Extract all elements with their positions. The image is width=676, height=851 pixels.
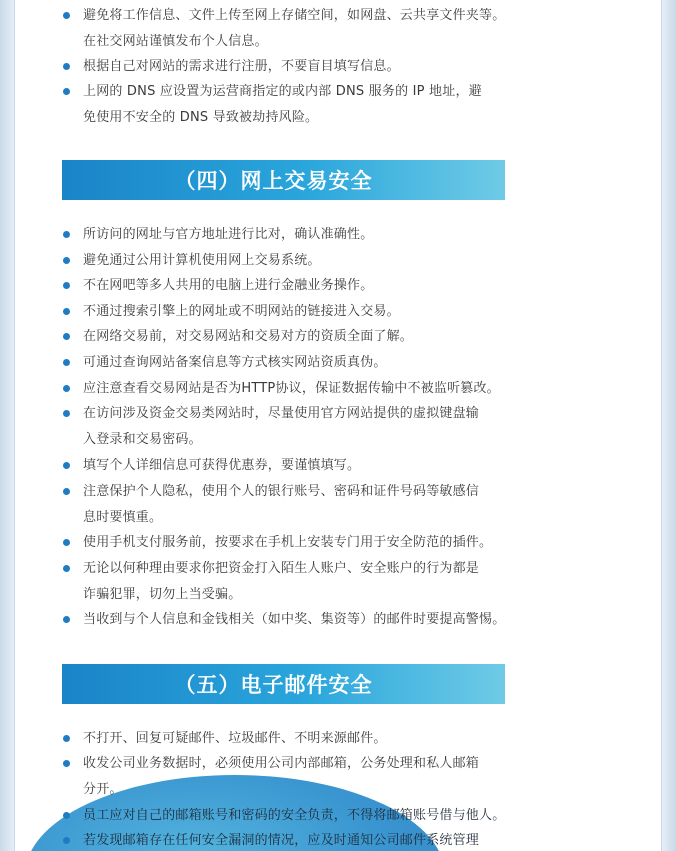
bullet-icon (63, 410, 70, 417)
list-item (83, 248, 507, 274)
item-line: 员工应对自己的邮箱账号和密码的安全负责，不得将邮箱账号借与他人。 (83, 808, 506, 823)
item-line: 若发现邮箱存在任何安全漏洞的情况，应及时通知公司邮件系统管理 (83, 833, 480, 848)
right-frame (661, 0, 676, 851)
list-item (83, 3, 507, 54)
list-item (83, 726, 507, 752)
list-item (83, 828, 507, 851)
list-item (83, 299, 507, 325)
item-line: 入登录和交易密码。 (83, 431, 202, 447)
bullet-icon (63, 462, 70, 469)
bullet-icon (63, 308, 70, 315)
section-heading-banner (62, 664, 505, 704)
document-sheet (15, 0, 661, 851)
bullet-icon (63, 385, 70, 392)
bullet-icon (63, 760, 70, 767)
section-heading: （五）电子邮件安全 (174, 673, 373, 697)
item-line: 在社交网站谨慎发布个人信息。 (83, 33, 268, 49)
bullet-icon (63, 812, 70, 819)
item-line: 不通过搜索引擎上的网址或不明网站的链接进入交易。 (83, 304, 400, 319)
item-line: 诈骗犯罪，切勿上当受骗。 (83, 586, 242, 602)
item-line: 无论以何种理由要求你把资金打入陌生人账户、安全账户的行为都是 (83, 561, 480, 576)
item-line: 所访问的网址与官方地址进行比对，确认准确性。 (83, 227, 374, 242)
list-item (83, 376, 507, 402)
bullet-icon (63, 282, 70, 289)
bullet-icon (63, 616, 70, 623)
item-line: 避免将工作信息、文件上传至网上存储空间，如网盘、云共享文件夹等。 (83, 8, 506, 23)
section-heading-banner (62, 160, 505, 200)
list-item (83, 453, 507, 479)
list-item (83, 324, 507, 350)
list-item (83, 556, 507, 607)
list-item (83, 273, 507, 299)
list-item (83, 79, 507, 130)
bullet-icon (63, 333, 70, 340)
item-line: 使用手机支付服务前，按要求在手机上安装专门用于安全防范的插件。 (83, 535, 493, 550)
list-item (83, 530, 507, 556)
bullet-icon (63, 735, 70, 742)
bullet-icon (63, 12, 70, 19)
item-line: 在网络交易前，对交易网站和交易对方的资质全面了解。 (83, 329, 414, 344)
item-line: 注意保护个人隐私，使用个人的银行账号、密码和证件号码等敏感信 (83, 484, 480, 499)
item-line: 在访问涉及资金交易类网站时，尽量使用官方网站提供的虚拟键盘输 (83, 406, 480, 421)
left-frame (0, 0, 15, 851)
item-line: 息时要慎重。 (83, 509, 163, 525)
list-item (83, 401, 507, 452)
item-line: 可通过查询网站备案信息等方式核实网站资质真伪。 (83, 355, 387, 370)
list-item (83, 751, 507, 802)
bullet-icon (63, 539, 70, 546)
bullet-icon (63, 837, 70, 844)
bullet-icon (63, 88, 70, 95)
item-line: 收发公司业务数据时，必须使用公司内部邮箱，公务处理和私人邮箱 (83, 756, 480, 771)
list-item (83, 54, 507, 80)
bullet-icon (63, 488, 70, 495)
bullet-icon (63, 63, 70, 70)
bullet-icon (63, 231, 70, 238)
item-line: 应注意查看交易网站是否为HTTP协议，保证数据传输中不被监听篡改。 (83, 381, 500, 396)
list-item (83, 607, 507, 633)
bullet-icon (63, 565, 70, 572)
bullet-icon (63, 257, 70, 264)
item-line: 免使用不安全的 DNS 导致被劫持风险。 (83, 109, 319, 125)
section-heading: （四）网上交易安全 (174, 169, 373, 193)
item-line: 分开。 (83, 781, 123, 797)
item-line: 上网的 DNS 应设置为运营商指定的或内部 DNS 服务的 IP 地址，避 (83, 84, 482, 99)
list-item (83, 222, 507, 248)
document-content (15, 0, 661, 851)
bullet-icon (63, 359, 70, 366)
list-item (83, 479, 507, 530)
item-line: 不打开、回复可疑邮件、垃圾邮件、不明来源邮件。 (83, 731, 387, 746)
item-line: 根据自己对网站的需求进行注册，不要盲目填写信息。 (83, 59, 400, 74)
list-item (83, 350, 507, 376)
item-line: 当收到与个人信息和金钱相关（如中奖、集资等）的邮件时要提高警惕。 (83, 612, 506, 627)
list-item (83, 803, 507, 829)
item-line: 填写个人详细信息可获得优惠券，要谨慎填写。 (83, 458, 361, 473)
item-line: 不在网吧等多人共用的电脑上进行金融业务操作。 (83, 278, 374, 293)
item-line: 避免通过公用计算机使用网上交易系统。 (83, 253, 321, 268)
